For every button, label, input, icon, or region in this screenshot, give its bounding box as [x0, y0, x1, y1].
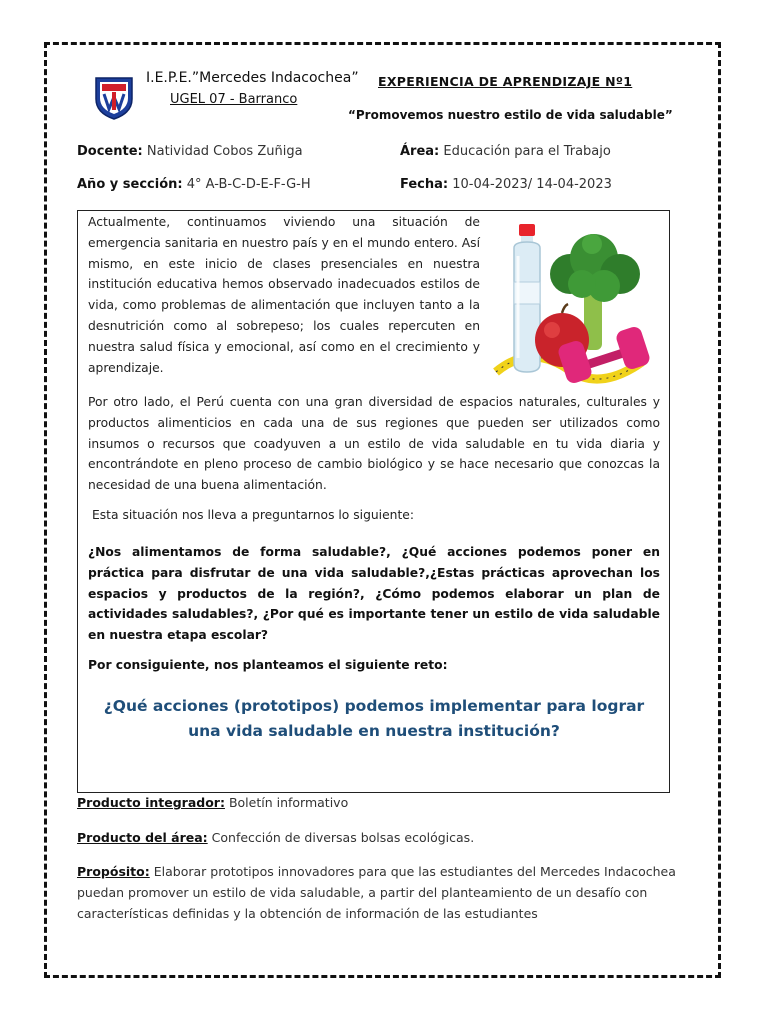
situation-paragraph-2: Por otro lado, el Perú cuenta con una gran diversidad de espacios naturales, culturales y productos alimenticios en cada una de sus regiones que pueden ser utilizados como insumos o recursos que coadyuven a un estilo de vida saludable en tu vida diaria y encontrándote en pleno proceso de cambio biológico y se hace necesario que conozcas la necesidad de una buena alimentación.: [88, 395, 660, 493]
docente-row: [77, 144, 303, 159]
docente-value: Natividad Cobos Zuñiga: [146, 144, 303, 159]
challenge-question: ¿Qué acciones (prototipos) podemos implementar para lograr una vida saludable en nuestra institución?: [103, 697, 645, 740]
situation-paragraph-1: Actualmente, continuamos viviendo una situación de emergencia sanitaria en nuestro país y en el mundo entero. Así mismo, en este inicio de clases presenciales en nuestra institución educativa hemos observado inadecuados estilos de vida, como problemas de alimentación que incluyen tanto a la desnutrición como al sobrepeso; los cuales repercuten en nuestra salud física y emocional, así como en el crecimiento y aprendizaje.: [88, 215, 480, 375]
challenge-lead: Por consiguiente, nos planteamos el siguiente reto:: [88, 658, 448, 672]
fecha-value: 10-04-2023/ 14-04-2023: [452, 177, 612, 192]
guiding-questions: ¿Nos alimentamos de forma saludable?, ¿Qué acciones podemos poner en práctica para disfrutar de una vida saludable?,¿Estas prácticas aprovechan los espacios y productos de la región?, ¿Cómo podemos elaborar un plan de actividades saludables?, ¿Por qué es importante tener un estilo de vida saludable en nuestra etapa escolar?: [88, 545, 660, 643]
producto-integrador-label: Producto integrador:: [77, 795, 225, 810]
producto-area-value: Confección de diversas bolsas ecológicas.: [211, 830, 475, 845]
producto-area-label: Producto del área:: [77, 830, 208, 845]
fecha-row: [400, 177, 612, 192]
producto-integrador-row: [77, 795, 697, 810]
anio-value: 4° A-B-C-D-E-F-G-H: [186, 177, 311, 192]
school-name: I.E.P.E.”Mercedes Indacochea”: [146, 70, 359, 86]
school-ugel: UGEL 07 - Barranco: [170, 92, 298, 107]
area-value: Educación para el Trabajo: [443, 144, 611, 159]
healthy-life-illustration: [492, 222, 670, 392]
school-logo: [93, 75, 135, 121]
document-subtitle: “Promovemos nuestro estilo de vida saludable”: [348, 108, 673, 122]
situation-paragraph-3: Esta situación nos lleva a preguntarnos lo siguiente:: [92, 508, 414, 522]
water-bottle-icon: [514, 224, 540, 372]
docente-label: Docente:: [77, 144, 143, 159]
producto-area-row: [77, 830, 697, 845]
area-label: Área:: [400, 144, 440, 159]
proposito-value: Elaborar prototipos innovadores para que las estudiantes del Mercedes Indacochea puedan promover un estilo de vida saludable, a partir del planteamiento de un desafío con características definidas y la obtención de información de las estudiantes: [77, 864, 676, 921]
proposito-label: Propósito:: [77, 864, 150, 879]
producto-integrador-value: Boletín informativo: [228, 795, 349, 810]
area-row: [400, 144, 611, 159]
anio-label: Año y sección:: [77, 177, 183, 192]
proposito-row: [77, 861, 685, 924]
document-title: EXPERIENCIA DE APRENDIZAJE Nº1: [378, 74, 633, 89]
fecha-label: Fecha:: [400, 177, 449, 192]
anio-row: [77, 177, 311, 192]
